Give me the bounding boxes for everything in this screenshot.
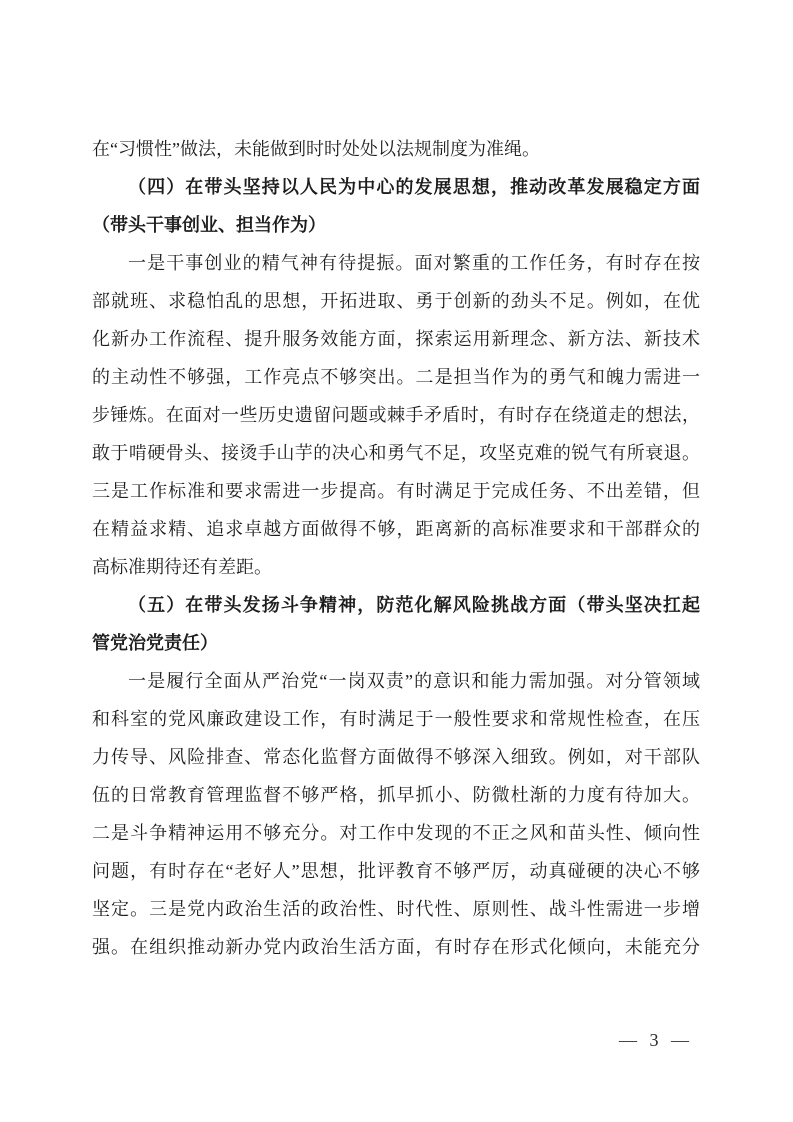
heading-section-4: [92, 168, 700, 244]
para-section-4-body: [92, 244, 700, 586]
body-line: 一是干事创业的精气神有待提振。面对繁重的工作任务，有时存在按: [128, 253, 700, 273]
body-line: 部就班、求稳怕乱的思想，开拓进取、勇于创新的劲头不足。例如，在优: [92, 291, 700, 311]
body-line: 问题，有时存在“老好人”思想，批评教育不够严厉，动真碰硬的决心不够: [92, 861, 700, 881]
body-line: 三是工作标准和要求需进一步提高。有时满足于完成任务、不出差错，但: [92, 481, 700, 501]
body-line: 一是履行全面从严治党“一岗双责”的意识和能力需加强。对分管领域: [128, 671, 700, 691]
body-line: 二是斗争精神运用不够充分。对工作中发现的不正之风和苗头性、倾向性: [92, 823, 700, 843]
heading-line: （带头干事创业、担当作为）: [92, 215, 326, 235]
heading-line: 管党治党责任）: [92, 633, 218, 653]
para-carryover: [92, 130, 700, 168]
text-column: [92, 130, 700, 966]
heading-line: （五）在带头发扬斗争精神，防范化解风险挑战方面（带头坚决扛起: [128, 595, 700, 615]
body-line: 和科室的党风廉政建设工作，有时满足于一般性要求和常规性检查，在压: [92, 709, 700, 729]
body-line: 力传导、风险排查、常态化监督方面做得不够深入细致。例如，对干部队: [92, 747, 700, 767]
para-section-5-body: [92, 662, 700, 966]
heading-line: （四）在带头坚持以人民为中心的发展思想，推动改革发展稳定方面: [128, 177, 700, 197]
body-line: 的主动性不够强，工作亮点不够突出。二是担当作为的勇气和魄力需进一: [92, 367, 700, 387]
body-line: 步锤炼。在面对一些历史遗留问题或棘手矛盾时，有时存在绕道走的想法，: [92, 405, 700, 425]
body-line: 在精益求精、追求卓越方面做得不够，距离新的高标准要求和干部群众的: [92, 519, 700, 539]
body-line: 敢于啃硬骨头、接烫手山芋的决心和勇气不足，攻坚克难的锐气有所衰退。: [92, 443, 700, 463]
body-line: 在“习惯性”做法，未能做到时时处处以法规制度为准绳。: [92, 139, 540, 159]
heading-section-5: [92, 586, 700, 662]
body-line: 强。在组织推动新办党内政治生活方面，有时存在形式化倾向，未能充分: [92, 937, 700, 957]
body-line: 化新办工作流程、提升服务效能方面，探索运用新理念、新方法、新技术: [92, 329, 700, 349]
page-number: — 3 —: [619, 1030, 693, 1050]
body-line: 高标准期待还有差距。: [92, 557, 272, 577]
body-line: 伍的日常教育管理监督不够严格，抓早抓小、防微杜渐的力度有待加大。: [92, 785, 700, 805]
body-line: 坚定。三是党内政治生活的政治性、时代性、原则性、战斗性需进一步增: [92, 899, 700, 919]
